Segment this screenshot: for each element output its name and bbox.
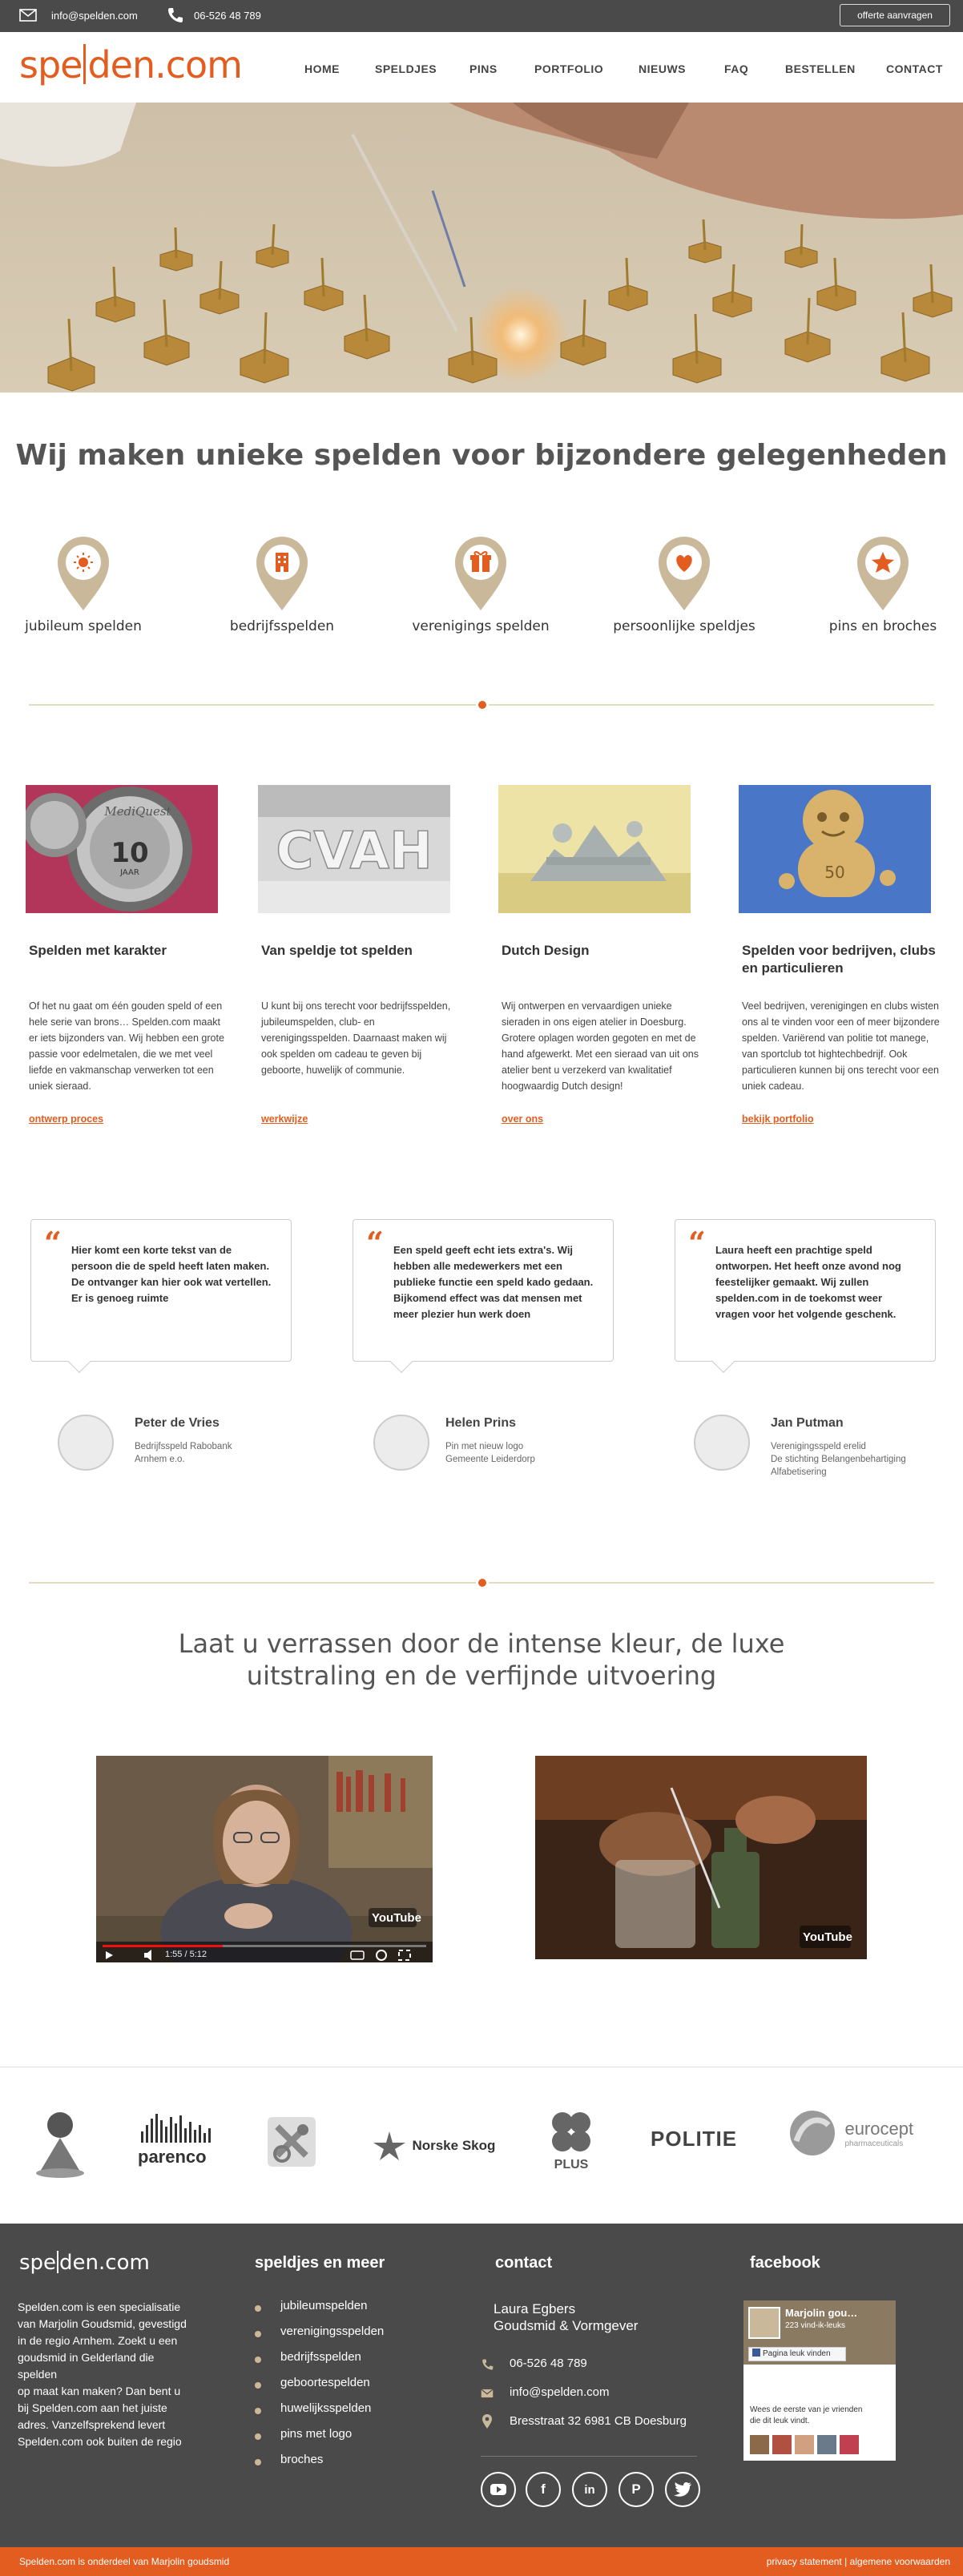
category-vereniging[interactable] [409,535,553,634]
envelope-icon [481,2389,494,2398]
nav-home[interactable]: HOME [304,62,340,75]
heading-line: Laat u verrassen door de intense kleur, de luxe [178,1628,785,1659]
quote-mark-icon: “ [688,1225,706,1261]
heading-line: uitstraling en de verfijnde uitvoering [246,1660,717,1691]
phone-icon [481,2358,494,2371]
badge-number: 50 [824,863,845,882]
footer-link[interactable]: geboortespelden [280,2376,370,2389]
top-bar [0,0,963,32]
author-name: Peter de Vries [135,1416,220,1430]
parenco-label: parenco [138,2147,207,2167]
author-role-line: Arnhem e.o. [135,1455,185,1464]
phone-icon [167,6,183,24]
twitter-icon[interactable] [665,2472,700,2507]
contact-person [494,2300,638,2334]
footer-about-line: goudsmid in Gelderland die spelden [18,2351,155,2381]
politie-logo: POLITIE [651,2127,738,2151]
plus-logo [543,2111,599,2172]
footer-about-line: van Marjolin Goudsmid, gevestigd [18,2317,187,2330]
feature-link[interactable]: over ons [502,1113,544,1125]
author-role [135,1440,232,1466]
author-name: Helen Prins [445,1416,517,1430]
fb-like-label: Pagina leuk vinden [763,2349,831,2358]
bottom-bar [0,2547,963,2576]
testimonial-card [30,1219,292,1362]
footer-col-title: speldjes en meer [255,2254,385,2272]
fb-friend-avatar [750,2435,769,2454]
author-role-line: Bedrijfsspeld Rabobank [135,1442,232,1451]
feature-body: Veel bedrijven, verenigingen en clubs wisten ons al te vinden voor een of meer bijzondere spelden. Variërend van politie tot manege, van sportclub tot hightechbedrijf. Ook particulieren kunnen bij ons terecht voor een uniek cadeau. [742,1000,940,1092]
testimonial-author [373,1411,630,1475]
author-name: Jan Putman [771,1416,844,1430]
video-section-heading [0,1628,963,1692]
plus-label: PLUS [554,2158,589,2171]
topbar-phone[interactable]: 06-526 48 789 [194,10,261,22]
heart-icon [612,535,756,612]
author-role-line: Alfabetisering [771,1467,827,1477]
norske-skog-label: Norske Skog [412,2138,496,2153]
category-label: bedrijfsspelden [229,618,335,634]
privacy-link[interactable]: privacy statement [766,2556,842,2567]
speech-tip [712,1350,735,1373]
facebook-widget[interactable] [743,2300,896,2461]
youtube-logo: YouTube [372,1911,421,1925]
logo-divider [83,44,86,84]
quote-mark-icon: “ [44,1225,62,1261]
testimonial-text: Een speld geeft echt iets extra's. Wij hebben alle medewerkers met een publieke functie een speld kado gedaan. Bijkomend effect was dat mensen met meer plezier hun werk doen [393,1244,594,1320]
footer-about-line: Spelden.com ook buiten de regio [18,2435,182,2448]
fb-friends-line: Wees de eerste van je vrienden [750,2405,863,2414]
offerte-button[interactable]: offerte aanvragen [840,4,950,26]
contact-email[interactable]: info@spelden.com [510,2385,610,2399]
feature-body: Wij ontwerpen en vervaardigen unieke sieraden in ons eigen atelier in Doesburg. Grotere oplagen worden gegoten en met de hand afgewerkt. Met een sieraad van uit ons atelier bent u verzekerd van kwalitatief hoogwaardig Dutch design! [502,1000,699,1092]
feature-link[interactable]: bekijk portfolio [742,1113,814,1125]
testimonial-text: Hier komt een korte tekst van de persoon die de speld heeft laten maken. De ontvanger kan hier ook wat vertellen. Er is genoeg ruimte [71,1244,272,1304]
badge-text: CVAH [276,822,433,881]
avatar [694,1415,750,1471]
feature-link[interactable]: werkwijze [261,1113,308,1125]
author-role [445,1440,535,1466]
category-label: persoonlijke speldjes [613,618,755,634]
footer-divider [481,2456,697,2457]
star-icon [811,535,955,612]
bullet-icon [255,2357,261,2363]
feature-image [26,785,218,913]
linkedin-icon[interactable]: in [572,2472,607,2507]
author-role-line: Verenigingsspeld erelid [771,1442,866,1451]
testimonial-card [675,1219,936,1362]
rabobank-logo [32,2107,88,2180]
topbar-email[interactable]: info@spelden.com [51,10,138,22]
divider-dot [476,1576,489,1589]
logo-text-right: den.com [59,2251,150,2275]
footer-logo[interactable] [19,2251,150,2275]
fb-page-avatar [748,2307,780,2339]
feature-body: U kunt bij ons terecht voor bedrijfsspelden, jubileumspelden, club- en verenigingsspelden. Daarnaast maken wij ook spelden om cadeau te geven bij geboorte, huwelijk of communie. [261,1000,451,1076]
contact-phone[interactable]: 06-526 48 789 [510,2357,587,2370]
fb-friend-avatar [795,2435,814,2454]
contact-role: Goudsmid & Vormgever [494,2318,639,2333]
fb-logo-icon [752,2349,760,2357]
site-logo[interactable] [19,43,242,87]
badge-text: MediQuest [104,804,171,819]
footer-link[interactable]: pins met logo [280,2427,353,2441]
eurocept-sub: pharmaceuticals [844,2139,904,2148]
footer-about-line: adres. Vanzelfsprekend levert [18,2418,166,2431]
fb-friends-line: die dit leuk vindt. [750,2417,810,2425]
feature-image [258,785,450,913]
footer-about-line: in de regio Arnhem. Zoekt u een [18,2334,178,2347]
nav-contact[interactable]: CONTACT [886,62,943,75]
eurocept-logo [788,2109,913,2157]
category-label: jubileum spelden [25,618,142,634]
footer-about-line: Spelden.com is een specialisatie [18,2300,181,2313]
gift-icon [409,535,553,612]
fb-likes: 223 vind-ik-leuks [785,2321,846,2330]
video-player-2[interactable] [535,1756,867,1959]
contact-name: Laura Egbers [494,2301,576,2316]
logo-text-right: den.com [87,43,242,87]
testimonial-author [58,1411,314,1475]
pinterest-icon[interactable]: P [618,2472,654,2507]
badge-subtext: JAAR [120,868,139,877]
nav-pins[interactable]: PINS [469,62,498,75]
section-divider [29,704,934,706]
feature-title: Spelden voor bedrijven, clubs en particulieren [742,943,936,976]
logo-text-left: spe [19,43,83,87]
bullet-icon [255,2433,261,2440]
footer-link[interactable]: verenigingsspelden [280,2324,385,2338]
youtube-icon[interactable] [481,2472,516,2507]
category-bedrijf[interactable] [210,535,354,634]
fb-like-button[interactable] [748,2347,846,2361]
category-label: pins en broches [828,618,937,634]
footer-about [18,2299,194,2450]
bottom-copyright: Spelden.com is onderdeel van Marjolin goudsmid [19,2556,230,2567]
nav-bestellen[interactable]: BESTELLEN [785,62,856,75]
link-separator: | [844,2556,848,2567]
map-pin-icon [482,2414,492,2429]
avatar [373,1415,429,1471]
terms-link[interactable]: algemene voorwaarden [849,2556,950,2567]
feature-title: Van speldje tot spelden [261,943,413,958]
author-role [771,1440,906,1479]
feature-link[interactable]: ontwerp proces [29,1113,104,1125]
bullet-icon [255,2331,261,2337]
video-timestamp: 1:55 / 5:12 [165,1950,207,1959]
video-player-1[interactable] [96,1756,433,1962]
footer-about-line: op maat kan maken? Dan bent u [18,2385,181,2397]
fb-friends-text [750,2405,891,2427]
footer-about-line: bij Spelden.com aan het juiste [18,2401,167,2414]
section-divider [29,1582,934,1584]
avatar [58,1415,114,1471]
building-icon [210,535,354,612]
site-footer [0,2224,963,2547]
author-role-line: Gemeente Leiderdorp [445,1455,535,1464]
feature-title: Dutch Design [502,943,590,958]
footer-link[interactable]: bedrijfsspelden [280,2350,361,2364]
quote-mark-icon: “ [366,1225,384,1261]
divider-dot [476,698,489,711]
norske-skog-logo [370,2130,495,2162]
parenco-logo [138,2114,218,2167]
contact-address: Bresstraat 32 6981 CB Doesburg [510,2414,687,2428]
envelope-icon [19,9,37,22]
category-persoonlijk[interactable] [612,535,756,634]
category-jubileum[interactable] [11,535,155,634]
feature-image [739,785,931,913]
nav-portfolio[interactable]: PORTFOLIO [534,62,604,75]
tools-logo [266,2115,317,2168]
intro-heading: Wij maken unieke spelden voor bijzondere gelegenheden [15,439,948,472]
category-label: verenigings spelden [412,618,550,634]
nav-faq[interactable]: FAQ [724,62,749,75]
badge-number: 10 [111,837,149,869]
author-role-line: Pin met nieuw logo [445,1442,524,1451]
fb-friend-avatar [772,2435,792,2454]
author-role-line: De stichting Belangenbehartiging [771,1455,906,1464]
fb-friend-avatar [840,2435,859,2454]
testimonial-text: Laura heeft een prachtige speld ontworpen. Het heeft onze avond nog feestelijker gemaakt. Wij zullen spelden.com in de toekomst weer vragen voor het volgende geschenk. [715,1244,901,1320]
logo-text-left: spe [19,2251,57,2275]
bullet-icon [255,2459,261,2465]
feature-body: Of het nu gaat om één gouden speld of een hele serie van brons… Spelden.com maakt er iets bijzonders van. Wij hebben een grote passie voor edelmetalen, die we met veel liefde en vakmanschap verwerken tot een uniek sieraad. [29,1000,224,1092]
eurocept-label: eurocept [844,2118,914,2139]
speech-tip [390,1350,413,1373]
footer-link[interactable]: jubileumspelden [280,2299,368,2312]
footer-col-title: contact [495,2254,553,2272]
speech-tip [68,1350,91,1373]
bullet-icon [255,2382,261,2389]
sun-icon [11,535,155,612]
logo-divider [57,2251,58,2273]
client-logos [0,2067,963,2224]
bullet-icon [255,2408,261,2414]
footer-col-title: facebook [750,2254,820,2272]
fb-friend-avatar [817,2435,836,2454]
testimonial-card [353,1219,614,1362]
fb-page-name: Marjolin gou… [785,2307,858,2319]
feature-image [498,785,691,913]
feature-title: Spelden met karakter [29,943,167,958]
bullet-icon [255,2305,261,2312]
site-header [0,32,963,103]
facebook-icon[interactable]: f [526,2472,561,2507]
footer-link[interactable]: broches [280,2453,324,2466]
nav-nieuws[interactable]: NIEUWS [639,62,686,75]
footer-link[interactable]: huwelijksspelden [280,2401,372,2415]
nav-speldjes[interactable]: SPELDJES [375,62,437,75]
testimonial-author [694,1411,950,1475]
category-pins[interactable] [811,535,955,634]
youtube-logo: YouTube [803,1930,852,1944]
hero-image [0,103,963,392]
bottom-links [767,2556,950,2567]
